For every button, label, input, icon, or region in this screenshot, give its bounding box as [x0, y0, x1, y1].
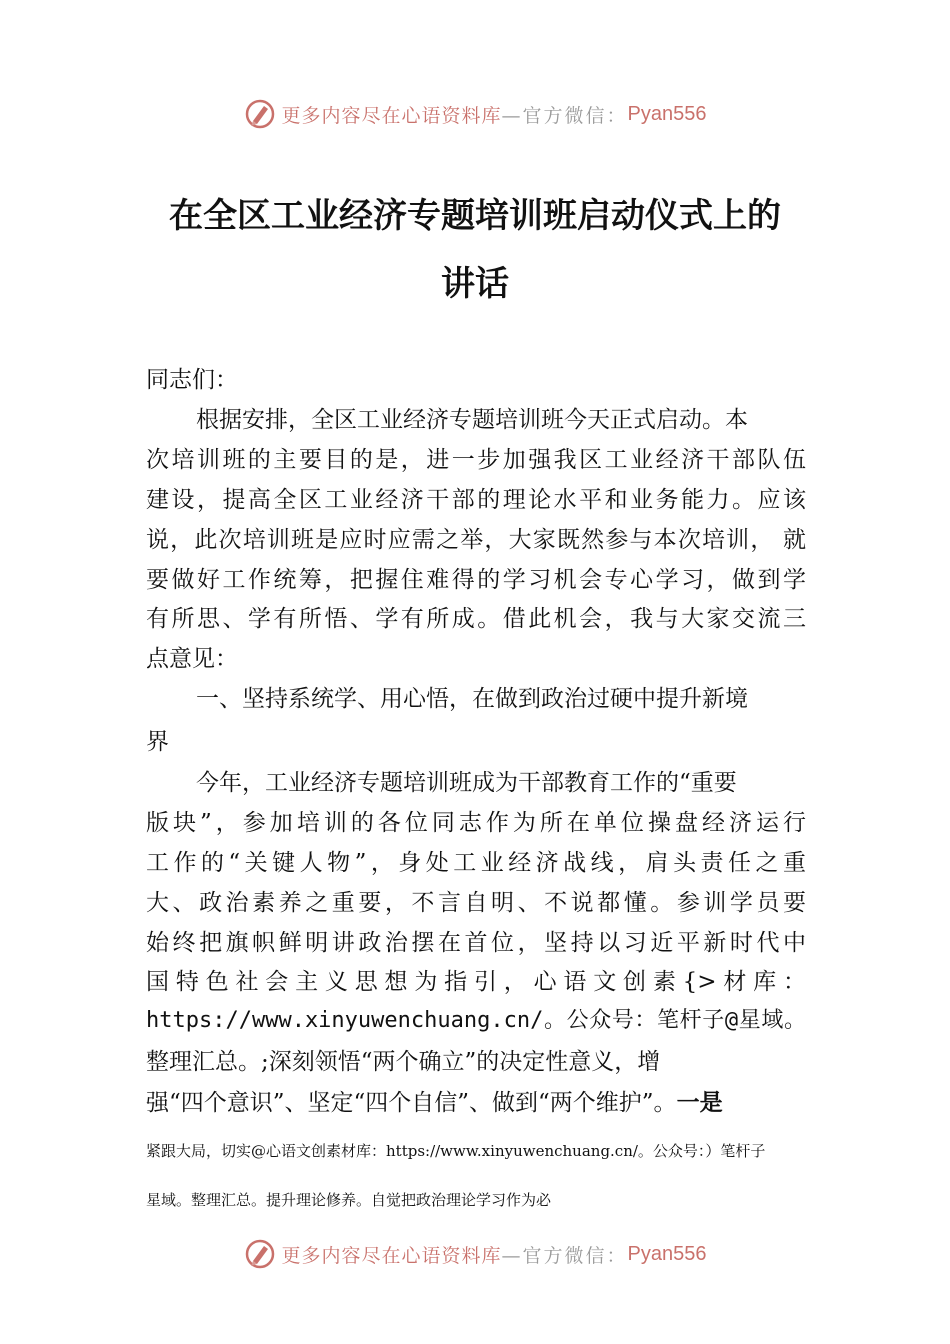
pen-nib-circle-icon	[244, 1238, 276, 1270]
paragraph-line: 说，此次培训班是应时应需之举，大家既然参与本次培训， 就	[146, 527, 806, 553]
paragraph-line: 始终把旗帜鲜明讲政治摆在首位，坚持以习近平新时代中	[146, 930, 806, 956]
section-heading-1-wrap: 界	[146, 729, 169, 755]
banner-text: 更多内容尽在心语资料库	[281, 104, 502, 127]
bold-lead-in: 一是	[676, 1090, 723, 1116]
banner-wechat-label: —官方微信：	[501, 1244, 628, 1267]
paragraph-line: 整理汇总。;深刻领悟“两个确立”的决定性意义，增	[146, 1049, 661, 1075]
paragraph-line: 根据安排，全区工业经济专题培训班今天正式启动。本	[196, 407, 748, 433]
footer-banner	[0, 1234, 950, 1274]
document-title-line-2: 讲话	[441, 264, 509, 304]
paragraph-line: 大、政治素养之重要，不言自明、不说都懂。参训学员要	[146, 890, 806, 916]
paragraph-line: 工作的“关键人物”，身处工业经济战线，肩头责任之重	[146, 850, 806, 876]
banner-text: 更多内容尽在心语资料库	[281, 1244, 502, 1267]
paragraph-line: 点意见：	[146, 646, 238, 672]
banner-wechat-id: Pyan556	[627, 1242, 707, 1265]
paragraph-line: 国特色社会主义思想为指引，心语文创素{>材库：	[146, 969, 806, 995]
banner-wechat-id: Pyan556	[627, 102, 707, 125]
paragraph-line-last	[146, 1084, 723, 1117]
paragraph-line: 建设，提高全区工业经济干部的理论水平和业务能力。应该	[146, 487, 806, 513]
paragraph-line: 今年，工业经济专题培训班成为干部教育工作的“重要	[196, 770, 737, 796]
header-banner	[0, 94, 950, 134]
paragraph-line: 版块”，参加培训的各位同志作为所在单位操盘经济运行	[146, 810, 806, 836]
small-text-line: 星域。整理汇总。提升理论修养。自觉把政治理论学习作为必	[146, 1191, 552, 1209]
banner-wechat-label: —官方微信：	[501, 104, 628, 127]
paragraph-line: 次培训班的主要目的是，进一步加强我区工业经济干部队伍	[146, 447, 806, 473]
small-text-line: 紧跟大局，切实@心语文创素材库：https://www.xinyuwenchuang.cn/。公众号：）笔杆子	[146, 1142, 766, 1160]
paragraph-text: 强“四个意识”、坚定“四个自信”、做到“两个维护”。	[146, 1090, 677, 1116]
paragraph-line: 有所思、学有所悟、学有所成。借此机会，我与大家交流三	[146, 606, 806, 632]
paragraph-line: https://www.xinyuwenchuang.cn/。公众号：笔杆子@星域。	[146, 1008, 806, 1033]
paragraph-line: 要做好工作统筹，把握住难得的学习机会专心学习，做到学	[146, 567, 806, 593]
pen-nib-circle-icon	[244, 98, 276, 130]
document-title-line-1: 在全区工业经济专题培训班启动仪式上的	[169, 196, 781, 236]
section-heading-1: 一、坚持系统学、用心悟，在做到政治过硬中提升新境	[196, 686, 748, 712]
salutation: 同志们：	[146, 367, 238, 393]
